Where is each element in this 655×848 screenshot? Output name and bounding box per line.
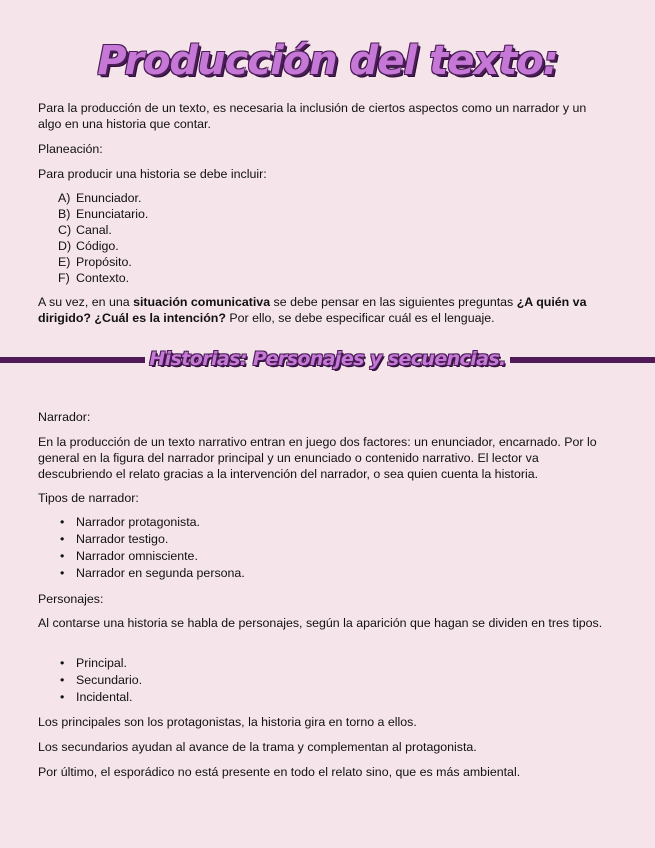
situacion-bold-1: situación comunicativa (133, 295, 271, 309)
bullet-icon: • (60, 532, 65, 546)
list-marker: F) (58, 270, 70, 285)
list-item-text: Propósito. (76, 254, 132, 269)
situacion-text-1: A su vez, en una (38, 295, 134, 309)
bullet-icon: • (60, 656, 65, 670)
intro-paragraph: Para la producción de un texto, es necesaria la inclusión de ciertos aspectos como un narrador y un algo en una historia que contar. (38, 101, 587, 131)
list-item-text: Código. (76, 238, 119, 253)
tipos-list (38, 514, 612, 582)
principales-paragraph: Los principales son los protagonistas, la historia gira en torno a ellos. (38, 715, 417, 729)
situacion-paragraph (38, 294, 612, 326)
list-item-text: Canal. (76, 222, 112, 237)
list-item (38, 548, 612, 565)
personajes-label: Personajes: (38, 592, 104, 606)
list-item-text: Contexto. (76, 270, 130, 285)
list-item-text: Secundario. (76, 673, 143, 687)
bullet-icon: • (60, 515, 65, 529)
narrador-label: Narrador: (38, 410, 91, 424)
list-item-text: Narrador omnisciente. (76, 549, 198, 563)
list-item-text: Narrador en segunda persona. (76, 566, 245, 580)
list-item (38, 672, 612, 689)
bullet-icon: • (60, 566, 65, 580)
list-marker: B) (58, 206, 71, 221)
personajes-list (38, 655, 612, 706)
planeacion-label: Planeación: (38, 142, 103, 156)
list-item-text: Enunciador. (76, 191, 142, 205)
section-heading-text: Historias: Personajes y secuencias. (145, 348, 509, 370)
situacion-text-2: se debe pensar en las siguientes preguntas (270, 295, 517, 309)
list-marker: C) (58, 222, 72, 237)
list-item-text: Enunciatario. (76, 206, 149, 221)
list-item-text: Principal. (76, 656, 127, 670)
situacion-bold-2: ¿A quién va dirigido? ¿Cuál es la intención? (38, 295, 587, 325)
list-item (38, 271, 612, 287)
list-marker: D) (58, 238, 72, 253)
incluir-paragraph: Para producir una historia se debe incluir: (38, 167, 267, 181)
list-item (38, 565, 612, 582)
section-heading (0, 344, 655, 372)
personajes-paragraph: Al contarse una historia se habla de personajes, según la aparición que hagan se dividen en tres tipos. (38, 616, 603, 630)
narrador-paragraph: En la producción de un texto narrativo entran en juego dos factores: un enunciador, encarnado. Por lo general en la figura del narrador principal y un enunciado o contenido narrativo. El lector va descubriendo el relato gracias a la intervención del narrador, o sea quien cuenta la historia. (38, 435, 597, 481)
list-item-text: Incidental. (76, 690, 133, 704)
list-item-text: Narrador testigo. (76, 532, 169, 546)
list-item (38, 531, 612, 548)
ultimo-paragraph: Por último, el esporádico no está presente en todo el relato sino, que es más ambiental. (38, 765, 521, 779)
tipos-label: Tipos de narrador: (38, 491, 139, 505)
bullet-icon: • (60, 673, 65, 687)
elementos-list (38, 191, 612, 286)
situacion-text-3: Por ello, se debe especificar cuál es el lenguaje. (225, 311, 495, 325)
list-marker: A) (58, 191, 71, 205)
list-item (38, 689, 612, 706)
page-title: Producción del texto: (97, 38, 558, 84)
list-item (38, 514, 612, 531)
bullet-icon: • (60, 690, 65, 704)
bullet-icon: • (60, 549, 65, 563)
list-item (38, 239, 612, 255)
list-item (38, 223, 612, 239)
list-item (38, 255, 612, 271)
list-item (38, 655, 612, 672)
secundarios-paragraph: Los secundarios ayudan al avance de la trama y complementan al protagonista. (38, 740, 477, 754)
list-item-text: Narrador protagonista. (76, 515, 200, 529)
list-marker: E) (58, 254, 71, 269)
list-item (38, 207, 612, 223)
list-item (38, 191, 612, 207)
